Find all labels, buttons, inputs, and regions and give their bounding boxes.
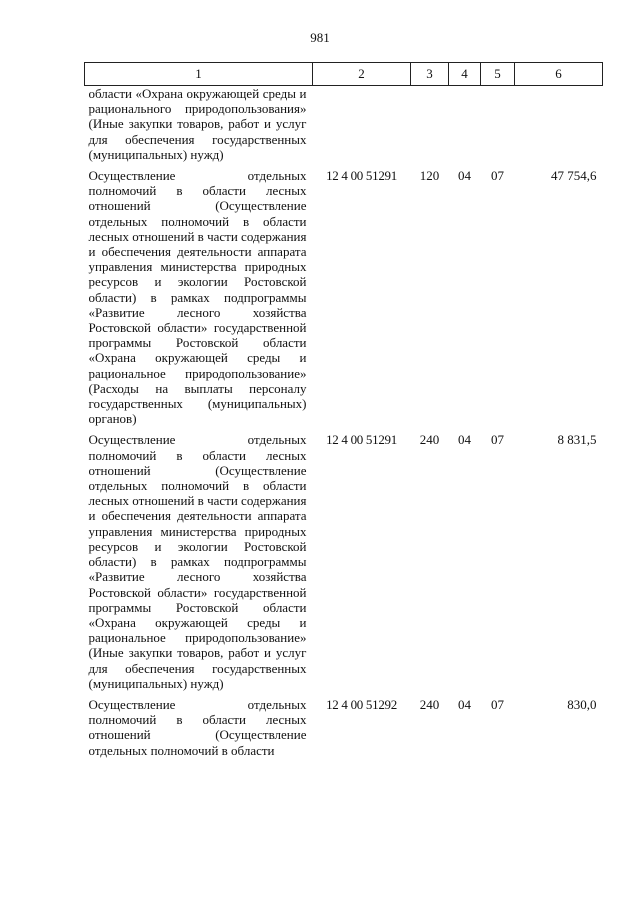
row-code	[313, 86, 411, 163]
header-col-5: 5	[481, 63, 515, 86]
header-col-6: 6	[515, 63, 603, 86]
table-row	[85, 162, 603, 426]
header-col-1: 1	[85, 63, 313, 86]
header-col-2: 2	[313, 63, 411, 86]
table-row	[85, 86, 603, 163]
row-amount	[515, 86, 603, 163]
row-description: Осуществление отдельных полномочий в области лесных отношений (Осуществление отдельных полномочий в области лесных отношений в части содержания и обеспечения деятельности аппарата управления министерства природных ресурсов и экологии Ростовской области) в рамках подпрограммы «Развитие лесного хозяйства Ростовской области» государственной программы Ростовской области «Охрана окружающей среды и рациональное природопользование» (Иные закупки товаров, работ и услуг для обеспечения государственных (муниципальных) нужд)	[88, 432, 307, 691]
row-subsection: 07	[491, 432, 504, 448]
row-expense-type: 240	[419, 696, 440, 712]
header-col-4: 4	[449, 63, 481, 86]
row-section: 04	[458, 696, 471, 712]
row-description: области «Охрана окружающей среды и рационального природопользования» (Иные закупки товаров, работ и услуг для обеспечения государственных (муниципальных) нужд)	[88, 86, 307, 162]
table-row	[85, 691, 603, 758]
table-row	[85, 426, 603, 690]
row-subsection: 07	[491, 696, 504, 712]
row-section: 04	[458, 432, 471, 448]
row-description: Осуществление отдельных полномочий в области лесных отношений (Осуществление отдельных полномочий в области лесных отношений в части содержания и обеспечения деятельности аппарата управления министерства природных ресурсов и экологии Ростовской области) в рамках подпрограммы «Развитие лесного хозяйства Ростовской области» государственной программы Ростовской области «Охрана окружающей среды и рациональное природопользование» (Расходы на выплаты персоналу государственных (муниципальных) органов)	[88, 168, 307, 427]
table-header	[85, 63, 603, 86]
row-amount: 47 754,6	[551, 168, 597, 184]
row-code: 12 4 00 51291	[326, 432, 397, 448]
header-col-3: 3	[411, 63, 449, 86]
row-code: 12 4 00 51292	[326, 696, 397, 712]
row-expense-type: 240	[419, 432, 440, 448]
row-code: 12 4 00 51291	[326, 168, 397, 184]
budget-table	[84, 62, 603, 758]
row-expense-type: 120	[419, 168, 440, 184]
row-subsection	[481, 86, 515, 163]
row-amount: 830,0	[567, 696, 597, 712]
row-expense-type	[411, 86, 449, 163]
row-subsection: 07	[491, 168, 504, 184]
page-number: 981	[310, 30, 330, 45]
row-section: 04	[458, 168, 471, 184]
row-section	[449, 86, 481, 163]
row-description: Осуществление отдельных полномочий в области лесных отношений (Осуществление отдельных полномочий в области	[88, 696, 307, 758]
row-amount: 8 831,5	[557, 432, 597, 448]
